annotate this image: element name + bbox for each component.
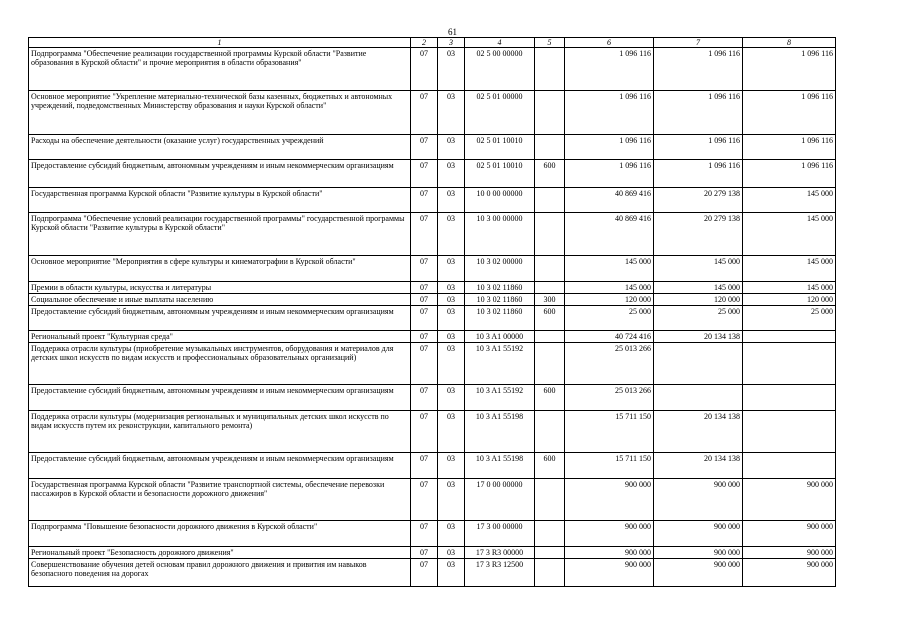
target-article-cell: 17 0 00 00000 — [465, 479, 535, 521]
target-article-cell: 10 3 02 11860 — [465, 282, 535, 294]
amount-col8-cell: 120 000 — [743, 294, 836, 306]
target-article-cell: 02 5 00 00000 — [465, 48, 535, 91]
row-name-cell: Подпрограмма "Обеспечение реализации государственной программы Курской области "Развитие образования в Курской области" и прочие мероприятия в области образования" — [29, 48, 411, 91]
amount-col7-cell: 900 000 — [654, 521, 743, 547]
amount-col8-cell — [743, 453, 836, 479]
target-article-cell: 10 0 00 00000 — [465, 188, 535, 213]
amount-col7-cell: 1 096 116 — [654, 160, 743, 188]
section-cell: 07 — [411, 213, 438, 256]
amount-col6-cell: 25 000 — [565, 306, 654, 331]
section-cell: 07 — [411, 411, 438, 453]
target-article-cell: 02 5 01 00000 — [465, 91, 535, 135]
row-name-cell: Региональный проект "Безопасность дорожного движения" — [29, 547, 411, 559]
subsection-cell: 03 — [438, 294, 465, 306]
header-cell: 1 — [29, 38, 411, 48]
amount-col8-cell — [743, 411, 836, 453]
row-name-cell: Премии в области культуры, искусства и литературы — [29, 282, 411, 294]
amount-col6-cell: 40 869 416 — [565, 188, 654, 213]
row-name-cell: Поддержка отрасли культуры (приобретение музыкальных инструментов, оборудования и материалов для детских школ искусств по видам искусств и профессиональных образовательных организаций) — [29, 343, 411, 385]
table-row — [29, 294, 836, 306]
subsection-cell: 03 — [438, 282, 465, 294]
header-cell: 6 — [565, 38, 654, 48]
subsection-cell: 03 — [438, 547, 465, 559]
amount-col6-cell: 15 711 150 — [565, 411, 654, 453]
expense-type-cell: 600 — [535, 453, 565, 479]
amount-col7-cell: 20 134 138 — [654, 331, 743, 343]
expense-type-cell: 600 — [535, 160, 565, 188]
amount-col8-cell: 1 096 116 — [743, 91, 836, 135]
target-article-cell: 02 5 01 10010 — [465, 160, 535, 188]
subsection-cell: 03 — [438, 453, 465, 479]
amount-col6-cell: 145 000 — [565, 256, 654, 282]
expense-type-cell — [535, 48, 565, 91]
row-name-cell: Государственная программа Курской области "Развитие транспортной системы, обеспечение перевозки пассажиров в Курской области и безопасности дорожного движения" — [29, 479, 411, 521]
subsection-cell: 03 — [438, 135, 465, 160]
expense-type-cell: 300 — [535, 294, 565, 306]
table-row — [29, 48, 836, 91]
subsection-cell: 03 — [438, 306, 465, 331]
section-cell: 07 — [411, 294, 438, 306]
amount-col7-cell: 1 096 116 — [654, 135, 743, 160]
row-name-cell: Региональный проект "Культурная среда" — [29, 331, 411, 343]
section-cell: 07 — [411, 385, 438, 411]
amount-col7-cell: 1 096 116 — [654, 48, 743, 91]
amount-col7-cell: 20 134 138 — [654, 453, 743, 479]
target-article-cell: 10 3 00 00000 — [465, 213, 535, 256]
row-name-cell: Основное мероприятие "Мероприятия в сфере культуры и кинематографии в Курской области" — [29, 256, 411, 282]
section-cell: 07 — [411, 160, 438, 188]
amount-col7-cell: 145 000 — [654, 282, 743, 294]
target-article-cell: 10 3 02 11860 — [465, 306, 535, 331]
section-cell: 07 — [411, 188, 438, 213]
expense-type-cell — [535, 256, 565, 282]
amount-col6-cell: 25 013 266 — [565, 385, 654, 411]
header-cell: 8 — [743, 38, 836, 48]
header-cell: 4 — [465, 38, 535, 48]
amount-col8-cell: 145 000 — [743, 256, 836, 282]
amount-col7-cell: 20 134 138 — [654, 411, 743, 453]
expense-type-cell — [535, 188, 565, 213]
section-cell: 07 — [411, 48, 438, 91]
table-row — [29, 282, 836, 294]
target-article-cell: 17 3 R3 12500 — [465, 559, 535, 587]
target-article-cell: 10 3 A1 00000 — [465, 331, 535, 343]
section-cell: 07 — [411, 521, 438, 547]
table-row — [29, 213, 836, 256]
table-row — [29, 453, 836, 479]
amount-col8-cell: 900 000 — [743, 559, 836, 587]
target-article-cell: 10 3 02 11860 — [465, 294, 535, 306]
amount-col8-cell — [743, 385, 836, 411]
section-cell: 07 — [411, 282, 438, 294]
table-row — [29, 343, 836, 385]
section-cell: 07 — [411, 547, 438, 559]
amount-col8-cell: 900 000 — [743, 521, 836, 547]
amount-col7-cell: 1 096 116 — [654, 91, 743, 135]
expense-type-cell — [535, 547, 565, 559]
subsection-cell: 03 — [438, 91, 465, 135]
amount-col7-cell: 900 000 — [654, 547, 743, 559]
subsection-cell: 03 — [438, 188, 465, 213]
section-cell: 07 — [411, 91, 438, 135]
target-article-cell: 10 3 A1 55198 — [465, 453, 535, 479]
expense-type-cell — [535, 213, 565, 256]
subsection-cell: 03 — [438, 385, 465, 411]
expense-type-cell — [535, 559, 565, 587]
amount-col7-cell: 900 000 — [654, 479, 743, 521]
header-cell: 3 — [438, 38, 465, 48]
amount-col7-cell: 20 279 138 — [654, 188, 743, 213]
expense-type-cell: 600 — [535, 306, 565, 331]
section-cell: 07 — [411, 331, 438, 343]
subsection-cell: 03 — [438, 479, 465, 521]
amount-col7-cell — [654, 343, 743, 385]
amount-col8-cell: 145 000 — [743, 188, 836, 213]
amount-col6-cell: 40 724 416 — [565, 331, 654, 343]
row-name-cell: Предоставление субсидий бюджетным, автономным учреждениям и иным некоммерческим организациям — [29, 385, 411, 411]
target-article-cell: 17 3 R3 00000 — [465, 547, 535, 559]
amount-col6-cell: 900 000 — [565, 479, 654, 521]
section-cell: 07 — [411, 135, 438, 160]
amount-col6-cell: 900 000 — [565, 547, 654, 559]
header-cell: 5 — [535, 38, 565, 48]
subsection-cell: 03 — [438, 411, 465, 453]
amount-col7-cell: 900 000 — [654, 559, 743, 587]
table-row — [29, 559, 836, 587]
section-cell: 07 — [411, 453, 438, 479]
amount-col8-cell: 900 000 — [743, 479, 836, 521]
row-name-cell: Социальное обеспечение и иные выплаты населению — [29, 294, 411, 306]
subsection-cell: 03 — [438, 331, 465, 343]
amount-col8-cell — [743, 331, 836, 343]
table-row — [29, 160, 836, 188]
amount-col7-cell: 25 000 — [654, 306, 743, 331]
amount-col6-cell: 1 096 116 — [565, 48, 654, 91]
row-name-cell: Основное мероприятие "Укрепление материально-технической базы казенных, бюджетных и автономных учреждений, подведомственных Министерству образования и науки Курской области" — [29, 91, 411, 135]
row-name-cell: Совершенствование обучения детей основам правил дорожного движения и привития им навыков безопасного поведения на дорогах — [29, 559, 411, 587]
table-row — [29, 306, 836, 331]
subsection-cell: 03 — [438, 521, 465, 547]
expense-type-cell — [535, 91, 565, 135]
amount-col6-cell: 120 000 — [565, 294, 654, 306]
subsection-cell: 03 — [438, 559, 465, 587]
row-name-cell: Подпрограмма "Обеспечение условий реализации государственной программы" государственной программы Курской области "Развитие культуры в Курской области" — [29, 213, 411, 256]
expense-type-cell — [535, 331, 565, 343]
table-row — [29, 331, 836, 343]
row-name-cell: Расходы на обеспечение деятельности (оказание услуг) государственных учреждений — [29, 135, 411, 160]
amount-col7-cell: 20 279 138 — [654, 213, 743, 256]
amount-col8-cell: 900 000 — [743, 547, 836, 559]
row-name-cell: Предоставление субсидий бюджетным, автономным учреждениям и иным некоммерческим организациям — [29, 306, 411, 331]
row-name-cell: Предоставление субсидий бюджетным, автономным учреждениям и иным некоммерческим организациям — [29, 453, 411, 479]
target-article-cell: 10 3 A1 55192 — [465, 385, 535, 411]
expense-type-cell — [535, 343, 565, 385]
section-cell: 07 — [411, 256, 438, 282]
amount-col6-cell: 15 711 150 — [565, 453, 654, 479]
amount-col8-cell: 1 096 116 — [743, 48, 836, 91]
table-row — [29, 385, 836, 411]
subsection-cell: 03 — [438, 160, 465, 188]
table-row — [29, 135, 836, 160]
amount-col6-cell: 25 013 266 — [565, 343, 654, 385]
expense-type-cell — [535, 521, 565, 547]
amount-col8-cell: 1 096 116 — [743, 135, 836, 160]
section-cell: 07 — [411, 306, 438, 331]
section-cell: 07 — [411, 559, 438, 587]
header-cell: 2 — [411, 38, 438, 48]
amount-col8-cell: 145 000 — [743, 282, 836, 294]
subsection-cell: 03 — [438, 256, 465, 282]
expense-type-cell: 600 — [535, 385, 565, 411]
target-article-cell: 17 3 00 00000 — [465, 521, 535, 547]
amount-col7-cell — [654, 385, 743, 411]
row-name-cell: Государственная программа Курской области "Развитие культуры в Курской области" — [29, 188, 411, 213]
expense-type-cell — [535, 479, 565, 521]
header-cell: 7 — [654, 38, 743, 48]
amount-col8-cell: 145 000 — [743, 213, 836, 256]
subsection-cell: 03 — [438, 213, 465, 256]
target-article-cell: 10 3 A1 55198 — [465, 411, 535, 453]
amount-col6-cell: 900 000 — [565, 559, 654, 587]
amount-col6-cell: 1 096 116 — [565, 160, 654, 188]
expense-type-cell — [535, 411, 565, 453]
page-number: 61 — [448, 27, 457, 37]
amount-col6-cell: 145 000 — [565, 282, 654, 294]
expense-type-cell — [535, 282, 565, 294]
table-row — [29, 521, 836, 547]
amount-col7-cell: 145 000 — [654, 256, 743, 282]
table-row — [29, 411, 836, 453]
target-article-cell: 10 3 A1 55192 — [465, 343, 535, 385]
amount-col6-cell: 1 096 116 — [565, 91, 654, 135]
budget-table — [28, 37, 836, 587]
amount-col8-cell: 25 000 — [743, 306, 836, 331]
amount-col8-cell: 1 096 116 — [743, 160, 836, 188]
amount-col8-cell — [743, 343, 836, 385]
target-article-cell: 02 5 01 10010 — [465, 135, 535, 160]
table-row — [29, 256, 836, 282]
target-article-cell: 10 3 02 00000 — [465, 256, 535, 282]
table-row — [29, 547, 836, 559]
section-cell: 07 — [411, 343, 438, 385]
table-row — [29, 188, 836, 213]
amount-col7-cell: 120 000 — [654, 294, 743, 306]
table-row — [29, 479, 836, 521]
table-row — [29, 91, 836, 135]
row-name-cell: Предоставление субсидий бюджетным, автономным учреждениям и иным некоммерческим организациям — [29, 160, 411, 188]
row-name-cell: Подпрограмма "Повышение безопасности дорожного движения в Курской области" — [29, 521, 411, 547]
expense-type-cell — [535, 135, 565, 160]
section-cell: 07 — [411, 479, 438, 521]
subsection-cell: 03 — [438, 48, 465, 91]
subsection-cell: 03 — [438, 343, 465, 385]
row-name-cell: Поддержка отрасли культуры (модернизация региональных и муниципальных детских школ искусств по видам искусств путем их реконструкции, капитального ремонта) — [29, 411, 411, 453]
amount-col6-cell: 40 869 416 — [565, 213, 654, 256]
amount-col6-cell: 1 096 116 — [565, 135, 654, 160]
header-row — [29, 38, 836, 48]
amount-col6-cell: 900 000 — [565, 521, 654, 547]
